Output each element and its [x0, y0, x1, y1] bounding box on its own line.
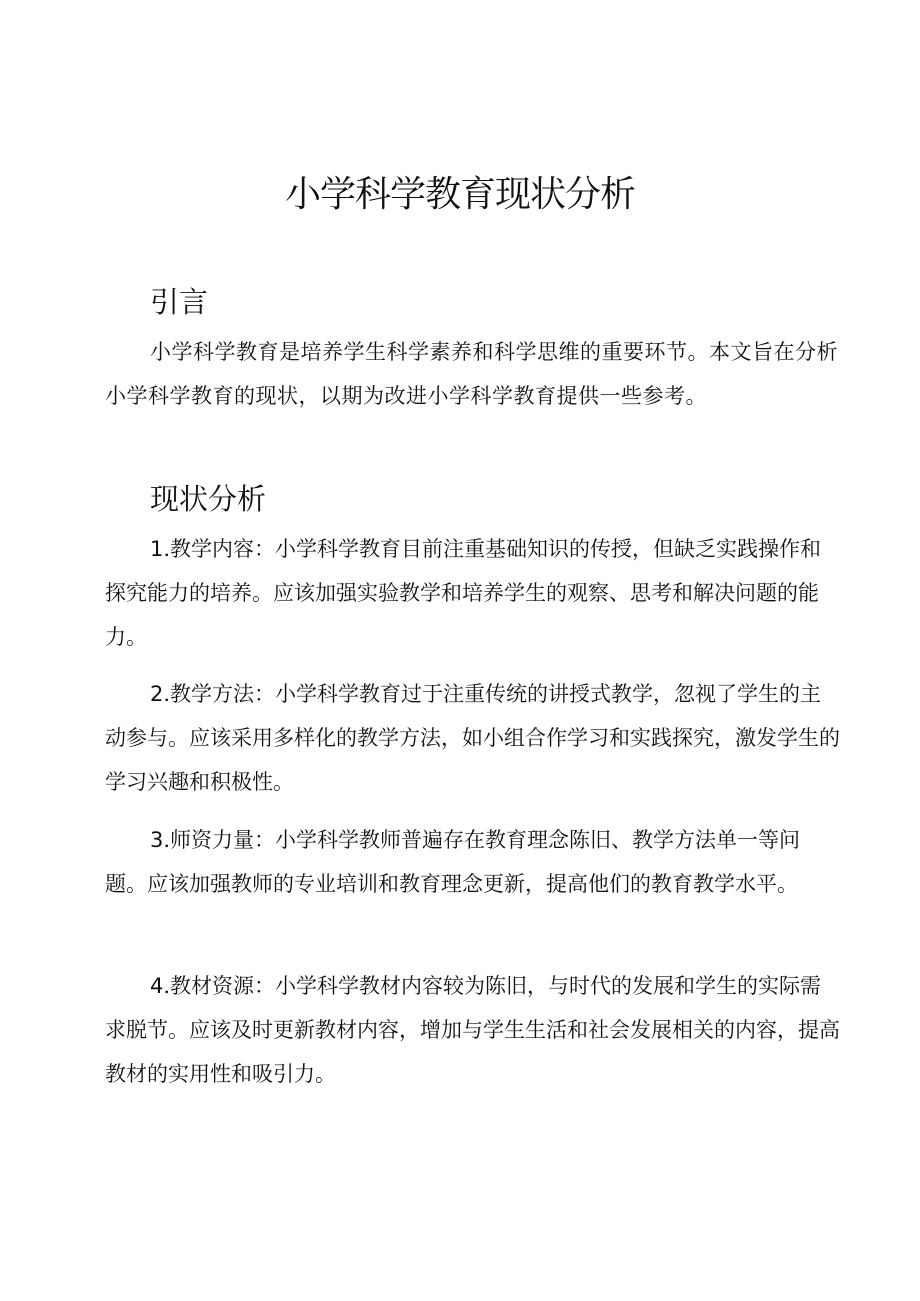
- item-number: 4: [150, 974, 164, 998]
- item-number: 1: [150, 537, 164, 561]
- document-title: 小学科学教育现状分析: [284, 174, 635, 215]
- item-text: .师资力量：小学科学教师普遍存在教育理念陈旧、教学方法单一等问题。应该加强教师的专业培训和教育理念更新，提高他们的教育教学水平。: [105, 828, 801, 896]
- item-number: 2: [150, 682, 164, 706]
- item-text: .教材资源：小学科学教材内容较为陈旧，与时代的发展和学生的实际需求脱节。应该及时更新教材内容，增加与学生生活和社会发展相关的内容，提高教材的实用性和吸引力。: [105, 974, 840, 1086]
- item-text: .教学方法：小学科学教育过于注重传统的讲授式教学，忽视了学生的主动参与。应该采用多样化的教学方法，如小组合作学习和实践探究，激发学生的学习兴趣和积极性。: [105, 682, 840, 794]
- section-heading-analysis: 现状分析: [150, 482, 267, 516]
- analysis-item: [105, 818, 840, 906]
- introduction-paragraph: 小学科学教育是培养学生科学素养和科学思维的重要环节。本文旨在分析小学科学教育的现状，以期为改进小学科学教育提供一些参考。: [105, 340, 838, 408]
- section-heading-introduction: 引言: [150, 285, 209, 319]
- analysis-item: [105, 964, 840, 1096]
- analysis-item: [105, 672, 840, 804]
- item-text: .教学内容：小学科学教育目前注重基础知识的传授，但缺乏实践操作和探究能力的培养。应该加强实验教学和培养学生的观察、思考和解决问题的能力。: [105, 537, 822, 649]
- analysis-item: [105, 527, 840, 659]
- item-number: 3: [150, 828, 164, 852]
